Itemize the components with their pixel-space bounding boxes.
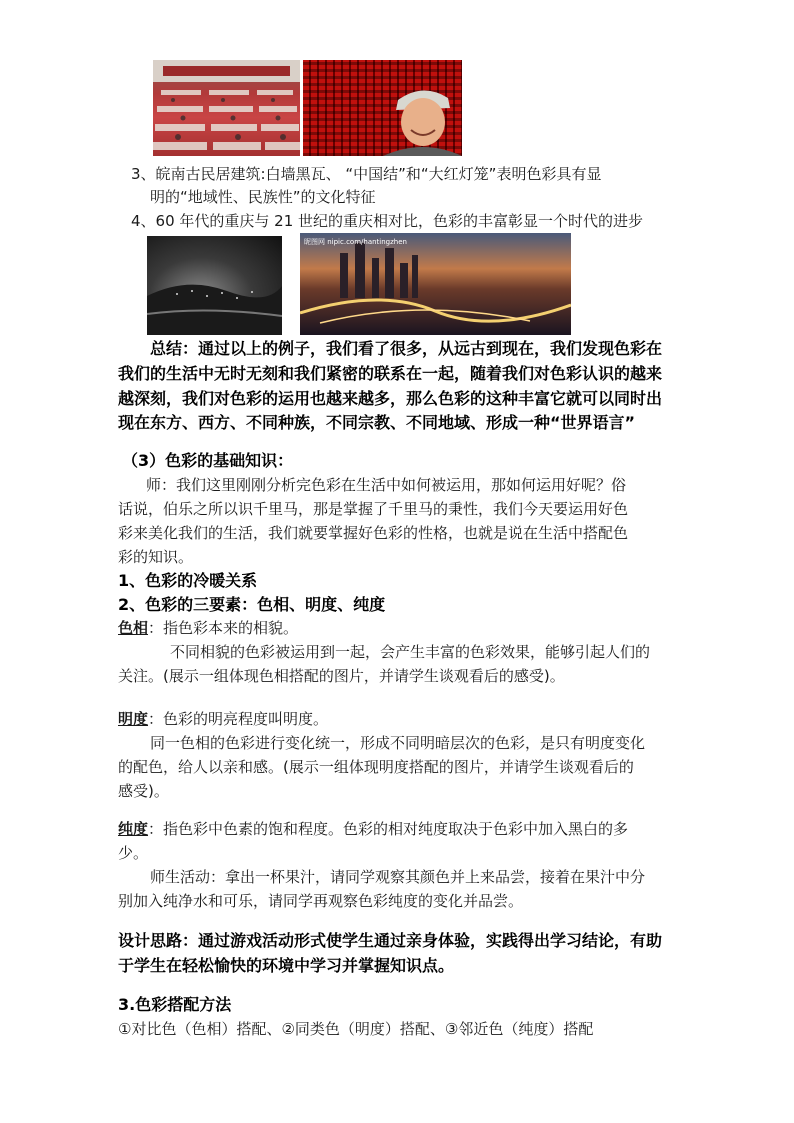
hue-def-text: ：指色彩本来的相貌。 xyxy=(148,619,299,637)
trading-floor-illustration xyxy=(153,60,300,156)
summary-line-4: 现在东方、西方、不同种族，不同宗教、不同地域、形成一种“世界语言” xyxy=(118,413,636,432)
text-line-regional-culture: 明的“地域性、民族性”的文化特征 xyxy=(150,188,376,206)
old-chongqing-photo xyxy=(147,236,282,335)
teacher-para-line-4: 彩的知识。 xyxy=(118,548,194,566)
summary-line-3: 越深刻，我们对色彩的运用也越来越多，那么色彩的这种丰富它就可以同时出 xyxy=(118,389,663,408)
section-heading-color-basics: （3）色彩的基础知识： xyxy=(122,451,294,470)
saturation-def-line-2: 少。 xyxy=(118,844,149,862)
summary-line-1: 总结：通过以上的例子，我们看了很多，从远古到现在，我们发现色彩在 xyxy=(150,339,663,358)
saturation-term: 纯度 xyxy=(118,820,149,838)
text-line-chongqing-compare: 4、60 年代的重庆与 21 世纪的重庆相对比，色彩的丰富彰显一个时代的进步 xyxy=(131,212,644,230)
design-idea-line-2: 于学生在轻松愉快的环境中学习并掌握知识点。 xyxy=(118,956,455,975)
matching-methods-list: ①对比色（色相）搭配、②同类色（明度）搭配、③邻近色（纯度）搭配 xyxy=(118,1020,594,1038)
modern-skyline-illustration xyxy=(300,233,571,335)
value-para-line-3: 感受)。 xyxy=(118,782,169,800)
stock-exchange-photo xyxy=(153,60,300,156)
photo-watermark: 昵图网 nipic.com/hantingzhen xyxy=(304,238,407,246)
hue-para-line-1: 不同相貌的色彩被运用到一起，会产生丰富的色彩效果，能够引起人们的 xyxy=(170,643,651,661)
stock-ticker-photo xyxy=(303,60,462,156)
saturation-definition xyxy=(118,818,628,840)
saturation-def-text: ：指色彩中色素的饱和程度。色彩的相对纯度取决于色彩中加入黑白的多 xyxy=(148,820,629,838)
value-para-line-1: 同一色相的色彩进行变化统一，形成不同明暗层次的色彩，是只有明度变化 xyxy=(150,734,646,752)
teacher-para-line-3: 彩来美化我们的生活，我们就要掌握好色彩的性格，也就是说在生活中搭配色 xyxy=(118,524,629,542)
old-city-night-illustration xyxy=(147,236,282,335)
value-term: 明度 xyxy=(118,710,149,728)
teacher-para-line-1: 师：我们这里刚刚分析完色彩在生活中如何被运用，那如何运用好呢？俗 xyxy=(146,476,627,494)
text-line-anhui-houses: 3、皖南古民居建筑:白墙黑瓦、 “中国结”和“大红灯笼”表明色彩具有显 xyxy=(131,165,602,183)
modern-chongqing-photo xyxy=(300,233,571,335)
elderly-man-illustration xyxy=(303,60,462,156)
hue-definition xyxy=(118,617,298,639)
hue-para-line-2: 关注。(展示一组体现色相搭配的图片，并请学生谈观看后的感受)。 xyxy=(118,667,565,685)
teacher-para-line-2: 话说，伯乐之所以识千里马，那是掌握了千里马的秉性，我们今天要运用好色 xyxy=(118,500,629,518)
saturation-activity-line-1: 师生活动：拿出一杯果汁，请同学观察其颜色并上来品尝，接着在果汁中分 xyxy=(150,868,646,886)
item-warm-cool: 1、色彩的冷暖关系 xyxy=(118,571,258,590)
saturation-activity-line-2: 别加入纯净水和可乐，请同学再观察色彩纯度的变化并品尝。 xyxy=(118,892,524,910)
value-para-line-2: 的配色，给人以亲和感。(展示一组体现明度搭配的图片，并请学生谈观看后的 xyxy=(118,758,634,776)
matching-methods-heading: 3.色彩搭配方法 xyxy=(118,995,232,1014)
item-three-elements: 2、色彩的三要素：色相、明度、纯度 xyxy=(118,595,386,614)
design-idea-line-1: 设计思路：通过游戏活动形式使学生通过亲身体验，实践得出学习结论，有助 xyxy=(118,931,663,950)
value-def-text: ：色彩的明亮程度叫明度。 xyxy=(148,710,329,728)
hue-term: 色相 xyxy=(118,619,149,637)
summary-line-2: 我们的生活中无时无刻和我们紧密的联系在一起，随着我们对色彩认识的越来 xyxy=(118,364,663,383)
value-definition xyxy=(118,708,328,730)
